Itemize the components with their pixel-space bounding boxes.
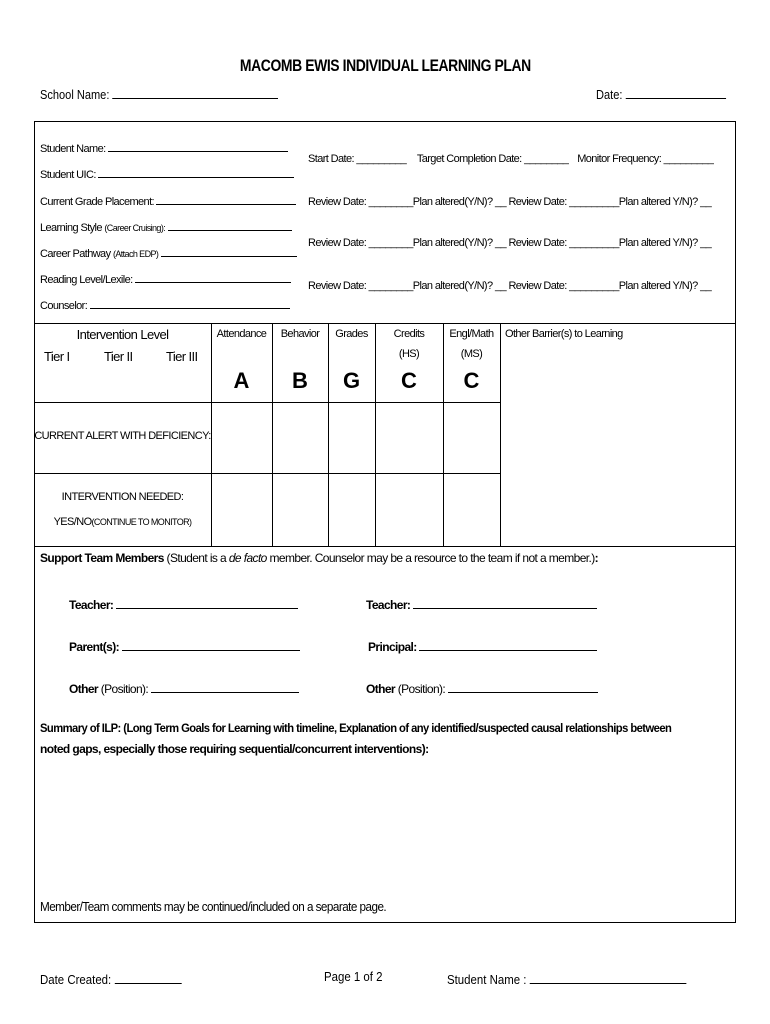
teacher-field[interactable] — [116, 594, 298, 609]
reading-level-field[interactable] — [135, 268, 291, 283]
footer-student-name-field[interactable] — [530, 969, 687, 984]
col-behavior-letter: B — [292, 368, 308, 393]
other2-row: Other (Position): — [366, 678, 598, 696]
other2-field[interactable] — [448, 678, 598, 693]
school-name-row — [40, 84, 320, 102]
target-completion-date[interactable]: Target Completion Date: ________ — [416, 153, 569, 165]
tier-1: Tier I — [44, 349, 70, 364]
intervention-level-label: Intervention Level — [76, 327, 169, 342]
summary-line-1: Summary of ILP: (Long Term Goals for Learning with timeline, Explanation of any identified/suspected causal relationships between — [40, 721, 672, 735]
school-name-field[interactable] — [112, 84, 278, 99]
col-engl-math-sub: (MS) — [460, 348, 483, 360]
page-number: Page 1 of 2 — [324, 969, 383, 984]
teacher2-field[interactable] — [413, 594, 597, 609]
col-engl-math-letter: C — [463, 368, 480, 393]
date-created-row — [40, 969, 201, 987]
col-grades-letter: G — [342, 368, 361, 393]
other-barriers-label: Other Barrier(s) to Learning — [505, 328, 623, 340]
dates-top-row — [308, 153, 713, 165]
date-created-field[interactable] — [114, 969, 181, 984]
learning-style-field[interactable] — [168, 216, 292, 231]
parents-row: Parent(s): — [69, 636, 300, 654]
table-top-border — [34, 323, 736, 324]
col-credits-sub: (HS) — [398, 348, 420, 360]
row-intervention-needed: INTERVENTION NEEDED: — [61, 491, 184, 503]
tier-2: Tier II — [104, 349, 133, 364]
tier-3: Tier III — [166, 349, 198, 364]
col-behavior-label: Behavior — [280, 328, 320, 340]
col-credits-label: Credits — [393, 328, 425, 340]
review-row-2[interactable]: Review Date: ________Plan altered(Y/N)? __ Review Date: _________Plan altered Y/N)? __ — [308, 237, 712, 249]
table-row-divider-2 — [34, 473, 500, 474]
teacher-row: Teacher: — [69, 594, 298, 612]
col-credits-letter: C — [401, 368, 417, 393]
teacher2-row: Teacher: — [366, 594, 597, 612]
row-intervention-yesno: YES/NO(CONTINUE TO MONITOR) — [53, 516, 192, 528]
counselor-field[interactable] — [90, 294, 290, 309]
other-field[interactable] — [151, 678, 299, 693]
monitor-frequency[interactable]: Monitor Frequency: _________ — [577, 153, 714, 165]
footer-student-name-row — [447, 969, 719, 987]
date-field[interactable] — [625, 84, 725, 99]
table-col-divider — [500, 323, 501, 546]
student-name-field[interactable] — [108, 137, 288, 152]
counselor-row: Counselor: — [40, 294, 290, 312]
principal-field[interactable] — [419, 636, 597, 651]
review-row-1[interactable]: Review Date: ________Plan altered(Y/N)? __ Review Date: _________Plan altered Y/N)? __ — [308, 196, 712, 208]
career-pathway-row: Career Pathway (Attach EDP) — [40, 242, 297, 260]
summary-line-2: noted gaps, especially those requiring sequential/concurrent interventions): — [40, 742, 429, 756]
table-row-divider-1 — [34, 402, 500, 403]
table-col-divider — [211, 323, 212, 546]
col-engl-math-label: Engl/Math — [449, 328, 494, 340]
col-grades-label: Grades — [335, 328, 368, 340]
date-label: Date: — [596, 87, 623, 102]
career-pathway-field[interactable] — [161, 242, 297, 257]
footer-student-name-label: Student Name : — [447, 972, 527, 987]
table-col-divider — [328, 323, 329, 546]
student-name-row: Student Name: — [40, 137, 288, 155]
table-col-divider — [272, 323, 273, 546]
reading-level-row: Reading Level/Lexile: — [40, 268, 291, 286]
col-attendance-label: Attendance — [216, 328, 267, 340]
student-uic-field[interactable] — [98, 163, 294, 178]
student-uic-row: Student UIC: — [40, 163, 294, 181]
summary-text-area[interactable] — [36, 765, 734, 893]
other-row: Other (Position): — [69, 678, 299, 696]
school-name-label: School Name: — [40, 87, 110, 102]
principal-row: Principal: — [368, 636, 597, 654]
grade-row: Current Grade Placement: — [40, 190, 296, 208]
date-created-label: Date Created: — [40, 972, 112, 987]
review-row-3[interactable]: Review Date: ________Plan altered(Y/N)? __ Review Date: _________Plan altered Y/N)? __ — [308, 280, 712, 292]
table-bottom-border — [34, 546, 736, 547]
row-current-alert: CURRENT ALERT WITH DEFICIENCY: — [34, 430, 211, 442]
support-team-heading: Support Team Members (Student is a de facto member. Counselor may be a resource to the team if not a member.): — [40, 551, 599, 565]
grade-field[interactable] — [156, 190, 296, 205]
continuation-note: Member/Team comments may be continued/included on a separate page. — [40, 899, 387, 914]
learning-style-row: Learning Style (Career Cruising): — [40, 216, 292, 234]
parents-field[interactable] — [122, 636, 300, 651]
col-attendance-letter: A — [233, 368, 250, 393]
start-date[interactable]: Start Date: _________ — [308, 153, 407, 165]
date-row — [596, 84, 749, 102]
page-title: MACOMB EWIS INDIVIDUAL LEARNING PLAN — [239, 56, 531, 75]
